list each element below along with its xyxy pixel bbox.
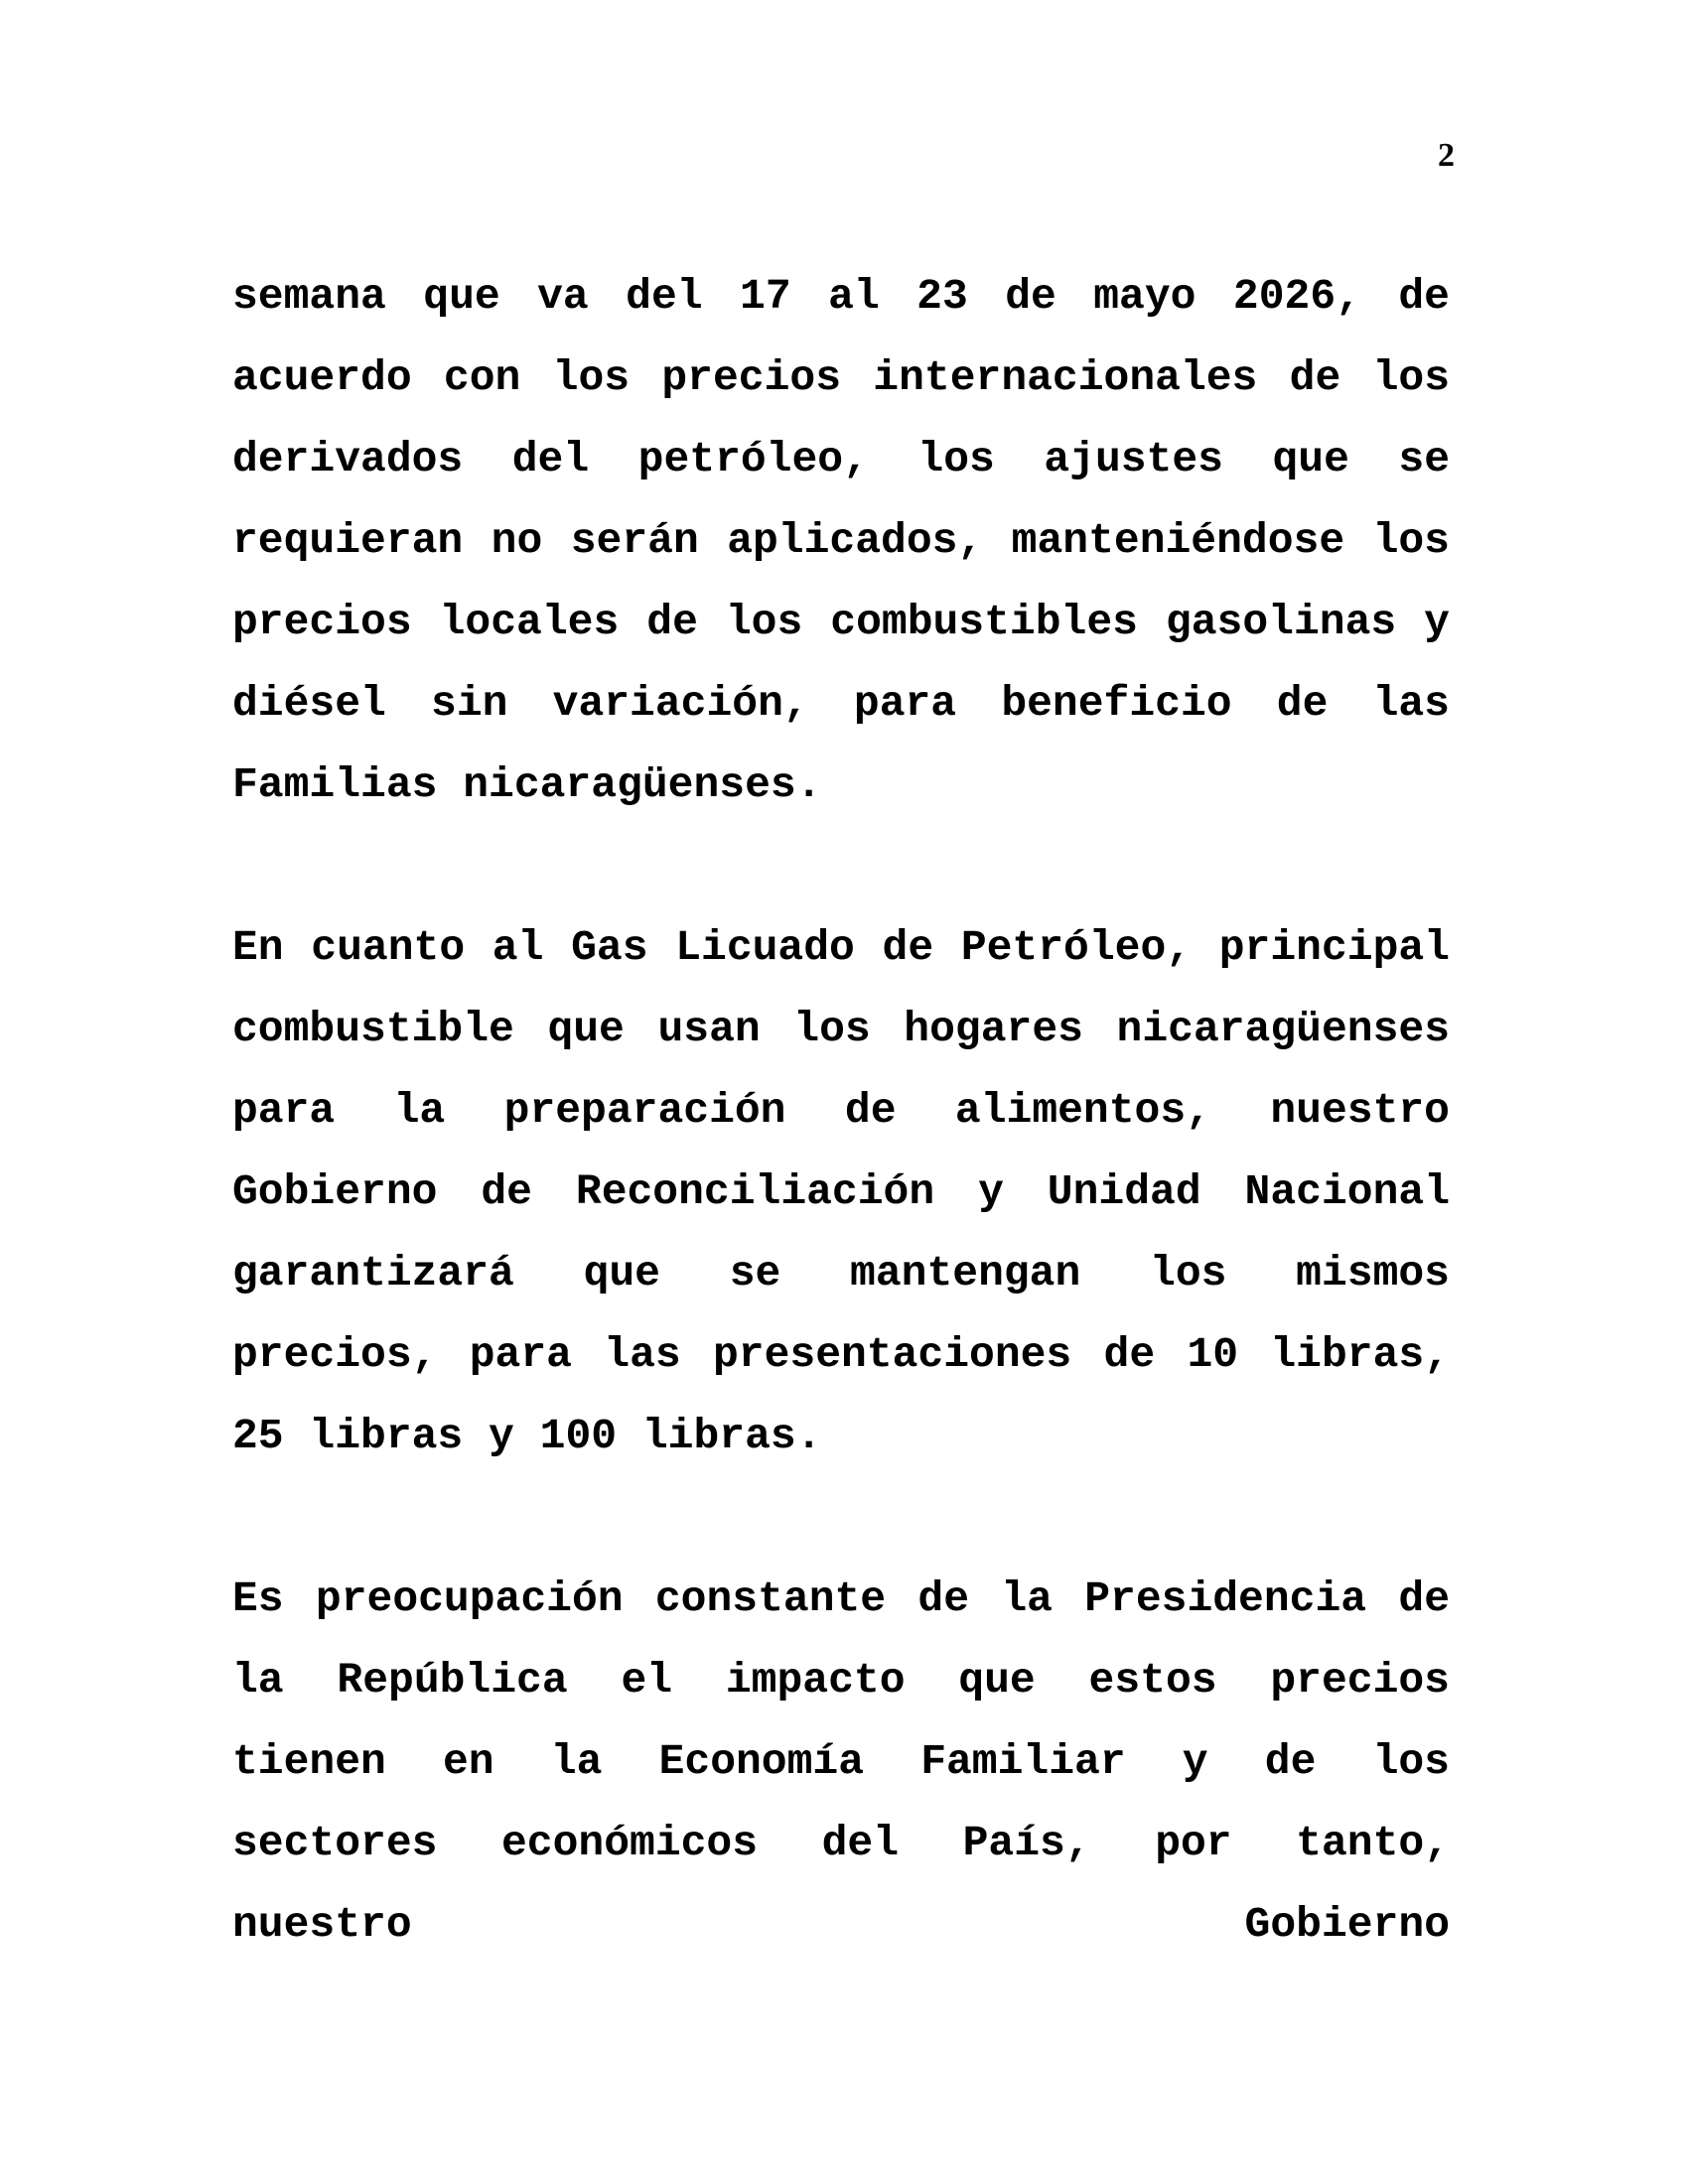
paragraph-presidency-concern: Es preocupación constante de la Presidencia de la República el impacto que estos precios tienen en la Economía Familiar y de los sectores económicos del País, por tanto, nuestro Gobierno <box>232 1574 1450 1949</box>
paragraph-fuel-prices: semana que va del 17 al 23 de mayo 2026, de acuerdo con los precios internacionales de los derivados del petróleo, los ajustes que se requieran no serán aplicados, manteniéndose los precios locales de los combustibles gasolinas y diésel sin variación, para beneficio de las Familias nicaragüenses. <box>232 272 1450 809</box>
document-body <box>232 256 1450 1966</box>
page-number: 2 <box>1438 137 1455 174</box>
paragraph-lpg-prices: En cuanto al Gas Licuado de Petróleo, principal combustible que usan los hogares nicaragüenses para la preparación de alimentos, nuestro Gobierno de Reconciliación y Unidad Nacional garantizará que se mantengan los mismos precios, para las presentaciones de 10 libras, 25 libras y 100 libras. <box>232 923 1450 1460</box>
